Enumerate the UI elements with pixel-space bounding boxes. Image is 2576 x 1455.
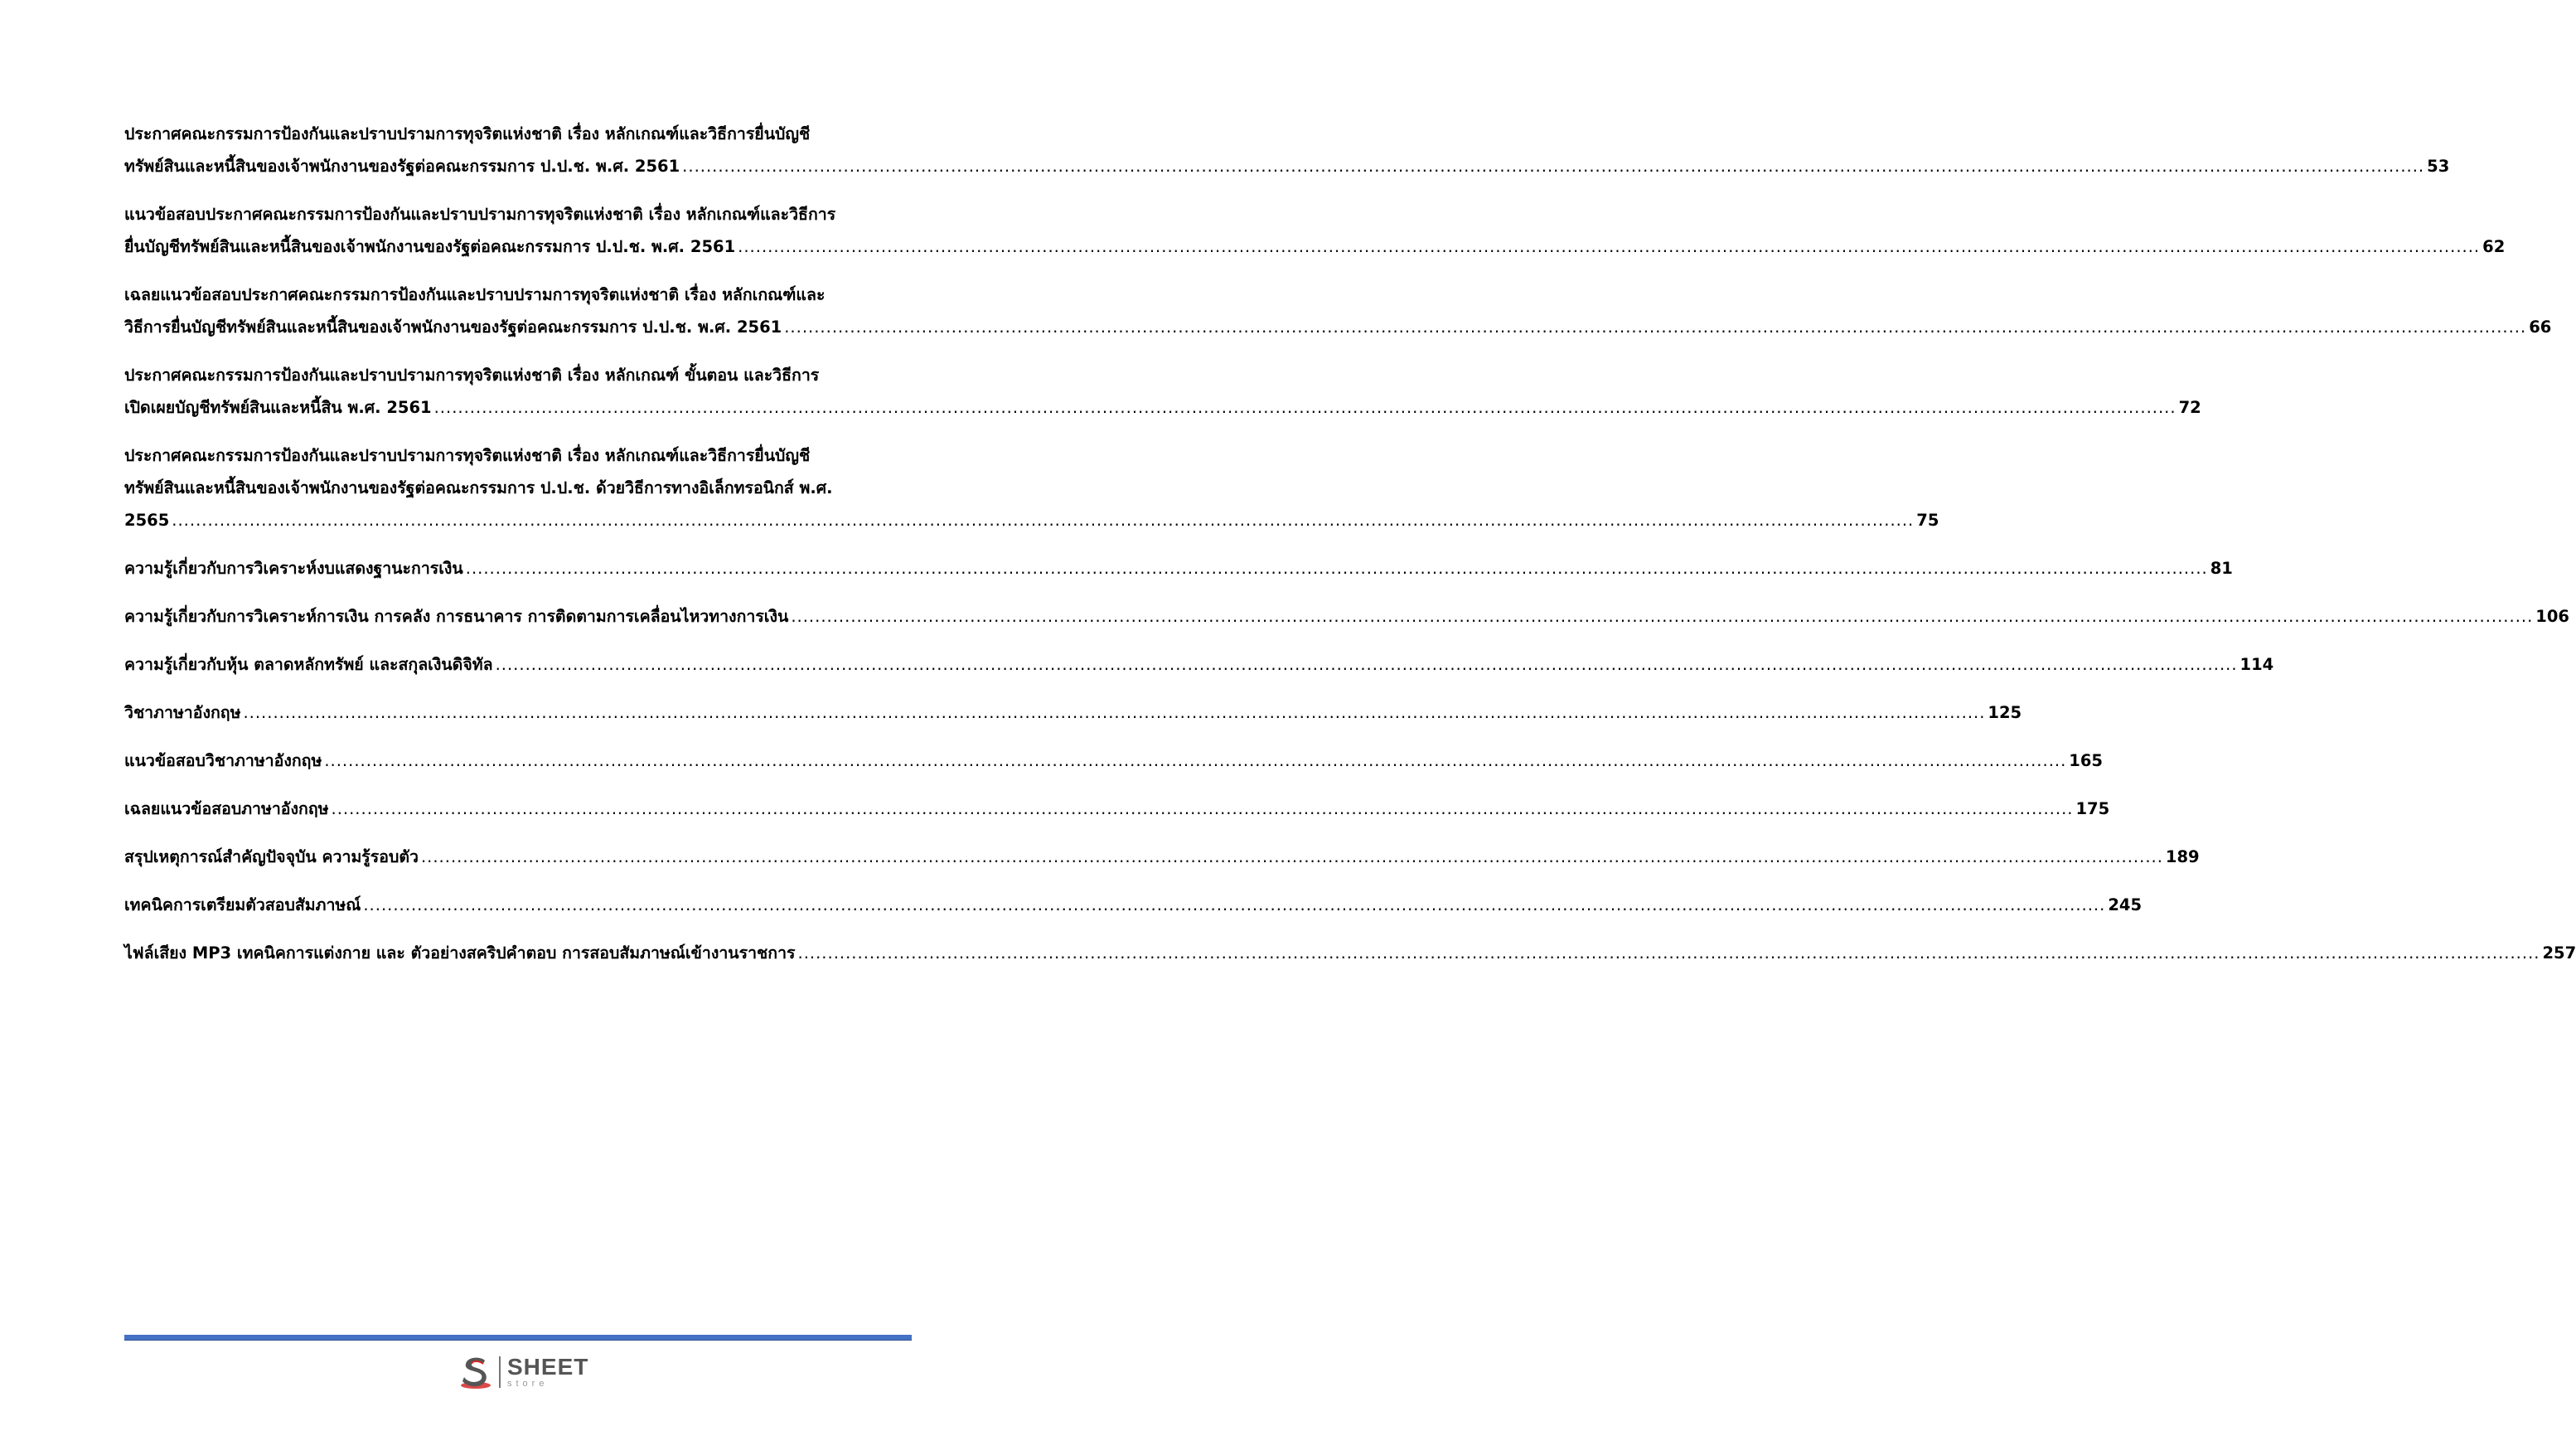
toc-entry-last-line (124, 797, 2110, 822)
toc-entry (124, 122, 2450, 179)
toc-entry-last-line (124, 508, 1939, 533)
toc-leader-dots (243, 701, 1985, 725)
toc-entry-last-line (124, 235, 2506, 259)
toc-leader-dots (324, 749, 2066, 774)
toc-entry (124, 363, 2201, 420)
toc-entry-title-line: เทคนิคการเตรียมตัวสอบสัมภาษณ์ (124, 895, 361, 914)
toc-entry (124, 701, 2022, 725)
toc-entry-title-line: สรุปเหตุการณ์สำคัญปัจจุบัน ความรู้รอบตัว (124, 847, 419, 866)
toc-leader-dots (434, 395, 2177, 420)
logo-separator (499, 1356, 501, 1388)
toc-entry (124, 941, 2576, 966)
toc-entry-last-line (124, 845, 2200, 870)
toc-entry-last-line (124, 604, 2570, 629)
toc-entry (124, 652, 2274, 677)
toc-entry-title-line: เฉลยแนวข้อสอบประกาศคณะกรรมการป้องกันและปราบปรามการทุจริตแห่งชาติ เรื่อง หลักเกณฑ์และ (124, 285, 826, 304)
sheet-store-logo-icon (458, 1354, 494, 1390)
toc-entry (124, 283, 2552, 340)
toc-entry-last-line (124, 154, 2450, 179)
toc-entry (124, 893, 2143, 918)
logo-word: SHEET (507, 1354, 589, 1380)
logo-subword: store (507, 1379, 549, 1389)
toc-leader-dots (466, 556, 2208, 581)
toc-entry (124, 604, 2570, 629)
toc-entry-title-line: วิชาภาษาอังกฤษ (124, 703, 241, 722)
toc-page-number: 125 (1988, 703, 2022, 722)
toc-page-number: 165 (2069, 751, 2104, 770)
toc-entry (124, 202, 2506, 259)
toc-entry-last-line (124, 893, 2143, 918)
toc-entry-last-line (124, 652, 2274, 677)
toc-entry-last-line (124, 701, 2022, 725)
toc-entry-title-line: ประกาศคณะกรรมการป้องกันและปราบปรามการทุจริตแห่งชาติ เรื่อง หลักเกณฑ์ ขั้นตอน และวิธีการ (124, 366, 820, 385)
toc-leader-dots (363, 893, 2105, 918)
toc-entry (124, 556, 2233, 581)
toc-entry (124, 444, 1939, 533)
toc-page-number: 257 (2542, 943, 2576, 963)
toc-entry-title-line: ความรู้เกี่ยวกับการวิเคราะห์งบแสดงฐานะการเงิน (124, 559, 463, 578)
toc-page-number: 66 (2529, 318, 2552, 337)
toc-entry-title-line: ประกาศคณะกรรมการป้องกันและปราบปรามการทุจริตแห่งชาติ เรื่อง หลักเกณฑ์และวิธีการยื่นบัญชี (124, 124, 811, 143)
toc-page-number: 81 (2210, 559, 2233, 578)
footer-rule (124, 1335, 912, 1341)
toc-entry-title-line: ความรู้เกี่ยวกับการวิเคราะห์การเงิน การคลัง การธนาคาร การติดตามการเคลื่อนไหวทางการเงิน (124, 607, 789, 626)
toc-page-number: 245 (2108, 895, 2143, 914)
toc-entry-title-line: เฉลยแนวข้อสอบภาษาอังกฤษ (124, 799, 329, 818)
toc-entry (124, 797, 2110, 822)
toc-leader-dots (421, 845, 2163, 870)
toc-entry-title-line: ทรัพย์สินและหนี้สินของเจ้าพนักงานของรัฐต่อคณะกรรมการ ป.ป.ช. ด้วยวิธีการทางอิเล็กทรอนิกส์ พ.ศ. (124, 478, 833, 497)
toc-entry-last-line (124, 395, 2201, 420)
toc-leader-dots (332, 797, 2074, 822)
toc-page-number: 175 (2075, 799, 2110, 818)
logo-text (507, 1356, 588, 1389)
toc-entry-title-line: ไฟล์เสียง MP3 เทคนิคการแต่งกาย และ ตัวอย่างสคริปคำตอบ การสอบสัมภาษณ์เข้างานราชการ (124, 943, 796, 963)
toc-entry-last-line (124, 941, 2576, 966)
toc-leader-dots (791, 604, 2533, 629)
toc-entry-title-line: ประกาศคณะกรรมการป้องกันและปราบปรามการทุจริตแห่งชาติ เรื่อง หลักเกณฑ์และวิธีการยื่นบัญชี (124, 446, 811, 465)
toc-entry-title-line: ความรู้เกี่ยวกับหุ้น ตลาดหลักทรัพย์ และสกุลเงินดิจิทัล (124, 655, 493, 674)
toc-page-number: 189 (2165, 847, 2200, 866)
toc-page-number: 72 (2178, 398, 2201, 417)
toc-entry (124, 845, 2200, 870)
toc-entry-title-line: ยื่นบัญชีทรัพย์สินและหนี้สินของเจ้าพนักงานของรัฐต่อคณะกรรมการ ป.ป.ช. พ.ศ. 2561 (124, 237, 736, 256)
toc-leader-dots (738, 235, 2480, 259)
toc-entry-title-line: 2565 (124, 511, 170, 530)
toc-page-number: 62 (2482, 237, 2506, 256)
toc-leader-dots (172, 508, 1914, 533)
toc-entry-last-line (124, 749, 2104, 774)
footer-logo (458, 1351, 588, 1393)
toc-leader-dots (682, 154, 2424, 179)
toc-entry-title-line: แนวข้อสอบวิชาภาษาอังกฤษ (124, 751, 322, 770)
toc-entry-title-line: วิธีการยื่นบัญชีทรัพย์สินและหนี้สินของเจ้าพนักงานของรัฐต่อคณะกรรมการ ป.ป.ช. พ.ศ. 2561 (124, 318, 782, 337)
toc-leader-dots (798, 941, 2540, 966)
toc-entry-title-line: เปิดเผยบัญชีทรัพย์สินและหนี้สิน พ.ศ. 2561 (124, 398, 432, 417)
table-of-contents (124, 122, 2576, 989)
toc-page-number: 106 (2535, 607, 2570, 626)
toc-entry-title-line: แนวข้อสอบประกาศคณะกรรมการป้องกันและปราบปรามการทุจริตแห่งชาติ เรื่อง หลักเกณฑ์และวิธีการ (124, 205, 836, 224)
toc-entry-title-line: ทรัพย์สินและหนี้สินของเจ้าพนักงานของรัฐต่อคณะกรรมการ ป.ป.ช. พ.ศ. 2561 (124, 157, 680, 176)
toc-page-number: 75 (1916, 511, 1939, 530)
toc-leader-dots (784, 315, 2526, 340)
toc-entry (124, 749, 2104, 774)
toc-entry-last-line (124, 556, 2233, 581)
toc-entry-last-line (124, 315, 2552, 340)
toc-page-number: 114 (2239, 655, 2274, 674)
toc-leader-dots (496, 652, 2238, 677)
toc-page-number: 53 (2427, 157, 2450, 176)
